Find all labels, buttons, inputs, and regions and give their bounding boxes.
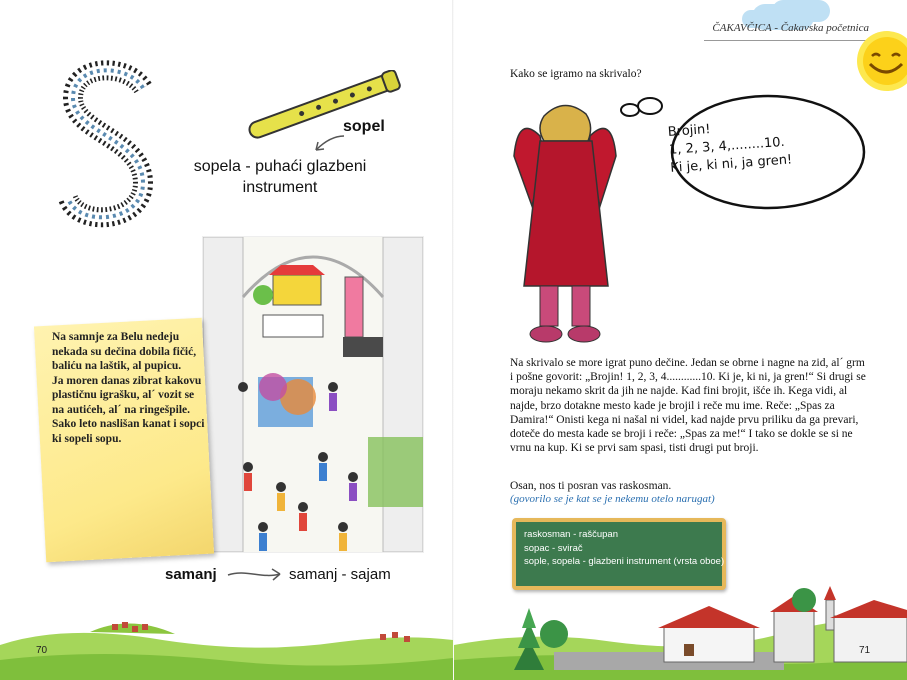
village-landscape [454,560,907,680]
smiling-sun-icon [854,28,907,94]
girl-hiding-drawing [504,96,624,352]
paragraph-text: Na skrivalo se more igrat puno dečine. Jedan se obrne i nagne na zid, al´ grm i pošne govorit: „Brojin! 1, 2, 3, 4............10. Ki je, ki ni, ja gren!“ Si drugi se moraju nekamo skrit da jih ne najde. Kad fini brojit, išće ih. Kega vidi, al najde, brzo dotakne mesto kade je brojil i reče mu ime. Reče: „Spas za Damira!“ Onisti kega ni našal ni videl, kad najde prvu priliku da ga prevari, doteče do mesta kade se broji i reče: „Spas za me!“ I tako se dokle se si ne vrnu na kup. Ki se prvi sam spasi, tisti drugi put broji. [510,357,866,455]
glossary-item: sople, sopela - glazbeni instrument (vrsta oboe) [524,556,725,567]
glossary-item: raskosman - raščupan [524,529,618,540]
note-line: Na samnje za Belu nedeju nekada su dečina dobila fičić, baliću na laštik, al pupicu. [52,331,197,372]
page-number-right: 71 [859,645,871,656]
arrow-icon [312,132,346,156]
bubble-line: Ki je, ki ni, ja gren! [669,152,793,176]
running-header: ČAKAVČICA - Čakavska početnica [712,22,869,34]
word-sopel: sopel [343,118,385,135]
note-text [52,330,207,446]
bubble-line: 1, 2, 3, 4,........10. [668,134,786,158]
left-page [0,0,453,680]
page-number-left: 70 [36,645,48,656]
letter-s-illustration [48,58,168,233]
rhyme-note: (govorilo se je kat se je nekemu otelo narugat) [510,493,715,505]
question-title: Kako se igramo na skrivalo? [510,68,642,80]
rhyme-line: Osan, nos ti posran vas raskosman. [510,480,672,492]
fair-children-drawing [202,236,424,553]
note-line: Sako leto naslišan kanat i sopci ki sopeli sopu. [52,418,205,445]
note-line: Ja moren danas zibrat kakovu plastičnu igrašku, al´ vozit se na autićeh, al´ na ringešpile. [52,374,202,416]
game-description [510,356,870,455]
samanj-definition: samanj - sajam [289,566,391,583]
right-page [454,0,907,680]
glossary-item: sopac - svirač [524,542,583,554]
word-samanj: samanj [165,566,217,583]
bubble-line: Brojin! [667,122,711,140]
sopel-definition: sopela - puhaći glazbeni instrument [193,158,367,196]
hills-landscape [0,600,453,680]
arrow-right-icon [226,565,286,583]
